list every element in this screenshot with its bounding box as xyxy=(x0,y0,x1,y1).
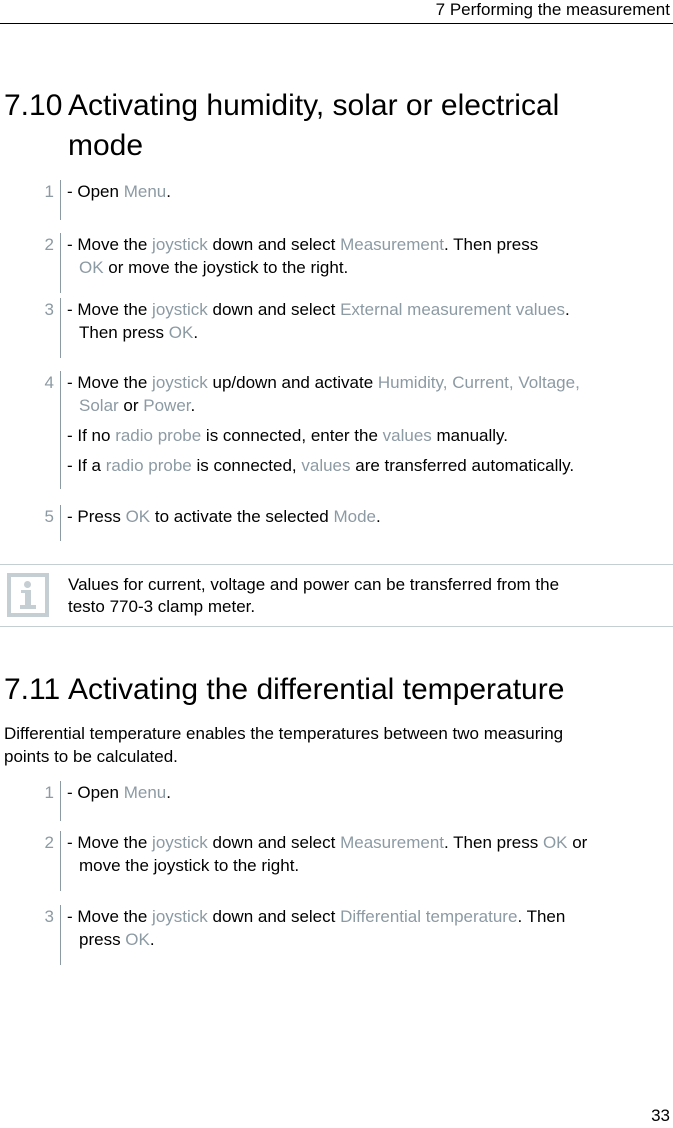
section-number: 7.10 xyxy=(4,89,63,122)
section-heading-7-11 xyxy=(4,670,564,710)
step-text: - If a xyxy=(67,456,106,475)
section-title-line1: Activating humidity, solar or electrical xyxy=(68,89,560,122)
ui-term: values xyxy=(382,426,432,445)
header-rule xyxy=(0,23,673,24)
ui-term: OK xyxy=(168,323,194,342)
step-3 xyxy=(30,905,667,965)
ui-term: External measurement values xyxy=(340,300,565,319)
note-line: testo 770-3 clamp meter. xyxy=(68,597,256,616)
step-text: . Then xyxy=(517,907,566,926)
step-2 xyxy=(30,831,667,891)
step-5 xyxy=(30,505,667,541)
step-text: move the joystick to the right. xyxy=(79,856,300,875)
intro-line: Differential temperature enables the temperatures between two measuring xyxy=(4,724,564,743)
step-body xyxy=(61,831,667,891)
step-text: Then press xyxy=(79,323,169,342)
ui-term: joystick xyxy=(152,373,208,392)
step-text: . Then press xyxy=(444,833,543,852)
ui-term: OK xyxy=(125,930,150,949)
step-text: or move the joystick to the right. xyxy=(103,258,349,277)
step-number: 1 xyxy=(44,783,54,802)
step-2 xyxy=(30,233,667,293)
intro-line: points to be calculated. xyxy=(4,747,178,766)
ui-term: OK xyxy=(125,507,151,526)
step-body xyxy=(61,905,667,965)
step-text: down and select xyxy=(207,833,341,852)
step-text: - Move the xyxy=(67,235,153,254)
ui-term: Humidity, Current, Voltage, xyxy=(377,373,580,392)
step-number: 3 xyxy=(44,300,54,319)
ui-term: joystick xyxy=(152,833,208,852)
step-text: or xyxy=(118,396,144,415)
step-4 xyxy=(30,371,667,489)
step-1 xyxy=(30,180,667,220)
step-text: - Move the xyxy=(67,373,153,392)
step-body xyxy=(61,781,667,821)
step-text: to activate the selected xyxy=(150,507,334,526)
ui-term: Menu xyxy=(123,182,167,201)
ui-term: joystick xyxy=(152,907,208,926)
section-heading-7-10 xyxy=(4,86,559,166)
step-text: are transferred automatically. xyxy=(350,456,575,475)
ui-term: radio probe xyxy=(115,426,202,445)
ui-term: joystick xyxy=(152,235,208,254)
step-text: . xyxy=(193,323,199,342)
step-text: is connected, enter the xyxy=(201,426,383,445)
step-text: . Then press xyxy=(444,235,539,254)
step-text: or xyxy=(567,833,588,852)
section-title: Activating the differential temperature xyxy=(68,673,565,706)
step-1 xyxy=(30,781,667,821)
ui-term: radio probe xyxy=(105,456,192,475)
running-header: 7 Performing the measurement xyxy=(435,0,670,19)
step-text: down and select xyxy=(207,907,341,926)
info-icon xyxy=(7,573,49,617)
step-text: - Open xyxy=(67,783,124,802)
ui-term: Mode xyxy=(333,507,376,526)
step-number: 5 xyxy=(44,507,54,526)
step-text: - Move the xyxy=(67,300,153,319)
ui-term: Menu xyxy=(123,783,167,802)
step-text: up/down and activate xyxy=(207,373,378,392)
step-text: . xyxy=(166,182,171,201)
step-text: . xyxy=(149,930,155,949)
ui-term: Measurement xyxy=(340,235,445,254)
intro-paragraph xyxy=(4,722,644,768)
page-number: 33 xyxy=(651,1106,670,1125)
step-text: - If no xyxy=(67,426,116,445)
step-body xyxy=(61,505,667,541)
note-line: Values for current, voltage and power can be transferred from the xyxy=(68,575,560,594)
ui-term: OK xyxy=(542,833,568,852)
step-text: press xyxy=(79,930,126,949)
step-number: 4 xyxy=(44,373,54,392)
step-text: down and select xyxy=(207,235,341,254)
step-text: down and select xyxy=(207,300,341,319)
section-number: 7.11 xyxy=(4,673,61,706)
step-text: . xyxy=(190,396,196,415)
step-3 xyxy=(30,298,667,358)
step-body xyxy=(61,233,667,293)
step-text: . xyxy=(376,507,381,526)
ui-term: Measurement xyxy=(340,833,445,852)
step-number: 3 xyxy=(44,907,54,926)
step-text: - Open xyxy=(67,182,124,201)
step-number: 2 xyxy=(44,235,54,254)
info-note xyxy=(0,564,673,627)
step-text: - Press xyxy=(67,507,126,526)
step-text: - Move the xyxy=(67,907,153,926)
section-title-line2: mode xyxy=(68,129,144,162)
step-body xyxy=(61,371,667,489)
step-text: - Move the xyxy=(67,833,153,852)
step-text: . xyxy=(564,300,570,319)
ui-term: Solar xyxy=(79,396,119,415)
note-text xyxy=(68,574,648,618)
ui-term: Differential temperature xyxy=(340,907,518,926)
ui-term: OK xyxy=(79,258,104,277)
ui-term: joystick xyxy=(152,300,208,319)
step-body xyxy=(61,180,667,220)
ui-term: Power xyxy=(143,396,191,415)
step-text: is connected, xyxy=(191,456,302,475)
step-text: manually. xyxy=(431,426,509,445)
step-number: 2 xyxy=(44,833,54,852)
step-text: . xyxy=(166,783,171,802)
step-number: 1 xyxy=(44,182,54,201)
ui-term: values xyxy=(301,456,351,475)
step-body xyxy=(61,298,667,358)
